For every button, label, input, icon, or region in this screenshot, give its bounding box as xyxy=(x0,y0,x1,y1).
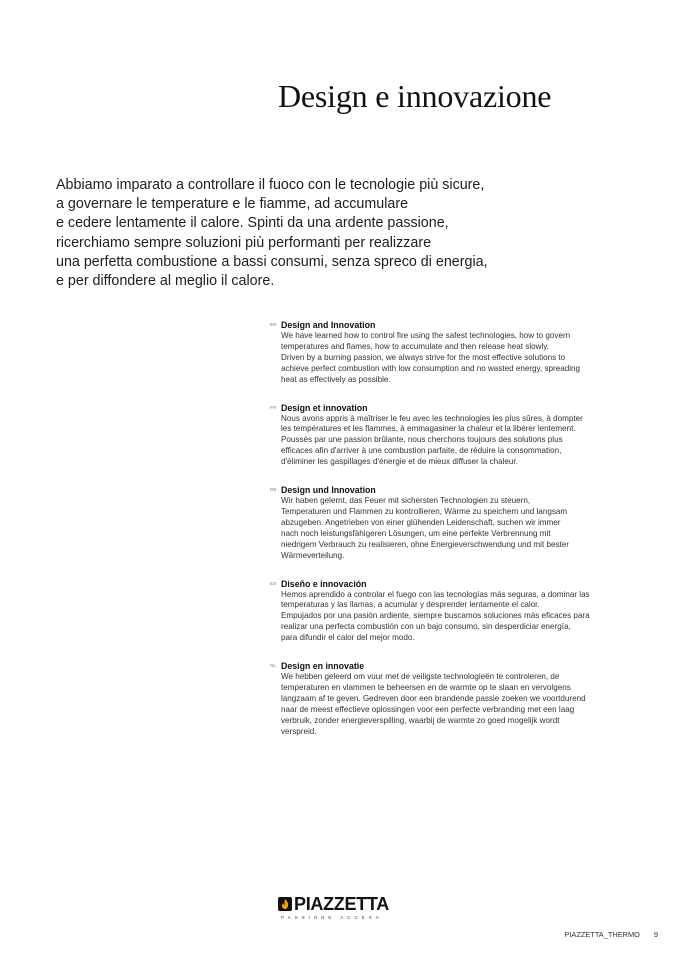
section-body xyxy=(281,496,640,561)
section-body xyxy=(281,414,640,469)
body-line: abzugeben. Angetrieben von einer glühenden Leidenschaft, suchen wir immer xyxy=(281,517,561,527)
logo-tagline: PASSIONE ACCESA xyxy=(281,915,383,920)
body-line: temperaturas y las llamas, a acumular y desprender lentamente el calor. xyxy=(281,600,540,610)
section-heading: Design und Innovation xyxy=(281,485,376,496)
intro-line: ricerchiamo sempre soluzioni più performanti per realizzare xyxy=(56,234,432,251)
section-body xyxy=(281,590,640,645)
section-heading: Design en innovatie xyxy=(281,661,365,672)
body-line: heat as effectively as possible. xyxy=(281,374,391,384)
body-line: nach noch leistungsfähigeren Lösungen, um eine perfekte Verbrennung mit xyxy=(281,528,551,538)
intro-line: Abbiamo imparato a controllare il fuoco con le tecnologie più sicure, xyxy=(56,177,485,193)
language-code: DE xyxy=(270,487,277,493)
body-line: langzaam af te geven. Gedreven door een brandende passie zoeken we voortdurend xyxy=(281,693,586,703)
language-code: NL xyxy=(270,663,277,669)
logo-wordmark: PIAZZETTA xyxy=(294,894,389,914)
page-footer xyxy=(564,930,658,939)
intro-line: e per diffondere al meglio il calore. xyxy=(56,273,275,290)
section-body xyxy=(281,672,640,737)
body-line: Wärmeverteilung. xyxy=(281,550,345,560)
body-line: temperatures and flames, how to accumulate and then release heat slowly. xyxy=(281,341,549,351)
footer-brand: PIAZZETTA_THERMO xyxy=(564,930,640,939)
page-title: Design e innovazione xyxy=(278,78,552,114)
page-number: 9 xyxy=(653,930,658,939)
body-line: temperaturen en vlammen te beheersen en de warmte op te slaan en vervolgens xyxy=(281,682,571,692)
body-line: Empujados por una pasión ardiente, siempre buscamos soluciones más eficaces para xyxy=(281,611,590,621)
body-line: niedrigem Verbrauch zu realisieren, ohne Energieverschwendung und mit bester xyxy=(281,539,569,549)
body-line: realizar una perfecta combustión con un bajo consumo, sin desperdiciar energía, xyxy=(281,622,571,632)
section-fr xyxy=(270,403,640,469)
section-heading: Design et innovation xyxy=(281,402,368,413)
section-de xyxy=(270,485,640,561)
body-line: naar de meest effectieve oplossingen voor een perfecte verbranding met een laag xyxy=(281,704,575,714)
brand-logo xyxy=(278,894,398,926)
body-line: les températures et les flammes, à emmagasiner la chaleur et la libérer lentement. xyxy=(281,424,576,434)
body-line: d'éliminer les gaspillages d'énergie et de mieux diffuser la chaleur. xyxy=(281,457,518,467)
body-line: achieve perfect combustion with low consumption and no wasted energy, spreading xyxy=(281,363,581,373)
intro-line: e cedere lentamente il calore. Spinti da una ardente passione, xyxy=(56,215,449,232)
body-line: Nous avons appris à maîtriser le feu avec les technologies les plus sûres, à dompter xyxy=(281,413,583,423)
intro-line: a governare le temperature e le fiamme, ad accumulare xyxy=(56,196,409,213)
body-line: verspreid. xyxy=(281,726,317,736)
body-line: Hemos aprendido a controlar el fuego con las tecnologías más seguras, a dominar las xyxy=(281,589,590,599)
section-nl xyxy=(270,661,640,737)
body-line: We have learned how to control fire using the safest technologies, how to govern xyxy=(281,331,571,340)
section-es xyxy=(270,579,640,645)
language-code: ES xyxy=(270,580,277,586)
section-en xyxy=(270,320,640,386)
section-heading: Diseño e innovación xyxy=(281,578,367,589)
translations xyxy=(270,320,640,737)
body-line: We hebben geleerd om vuur met de veiligste technologieën te controleren, de xyxy=(281,672,560,682)
body-line: verbruik, zonder energieverspilling, waarbij de warmte zo goed mogelijk wordt xyxy=(281,715,560,725)
language-code: EN xyxy=(270,322,277,327)
language-code: FR xyxy=(270,404,277,410)
body-line: Temperaturen und Flammen zu kontrollieren, Wärme zu speichern und langsam xyxy=(281,506,568,516)
body-line: Poussés par une passion brûlante, nous cherchons toujours des solutions plus xyxy=(281,435,563,445)
intro-line: una perfetta combustione a bassi consumi, senza spreco di energia, xyxy=(56,253,488,270)
flame-logo-icon xyxy=(278,897,292,911)
section-body xyxy=(281,331,640,386)
section-heading: Design and Innovation xyxy=(281,320,376,330)
body-line: Wir haben gelernt, das Feuer mit sichersten Technologien zu steuern, xyxy=(281,496,531,506)
body-line: Driven by a burning passion, we always strive for the most effective solutions to xyxy=(281,352,566,362)
intro-paragraph xyxy=(56,176,536,291)
body-line: para difundir el calor del mejor modo. xyxy=(281,633,415,643)
body-line: efficaces afin d'arriver à une combustion parfaite, de réduire la consommation, xyxy=(281,446,562,456)
